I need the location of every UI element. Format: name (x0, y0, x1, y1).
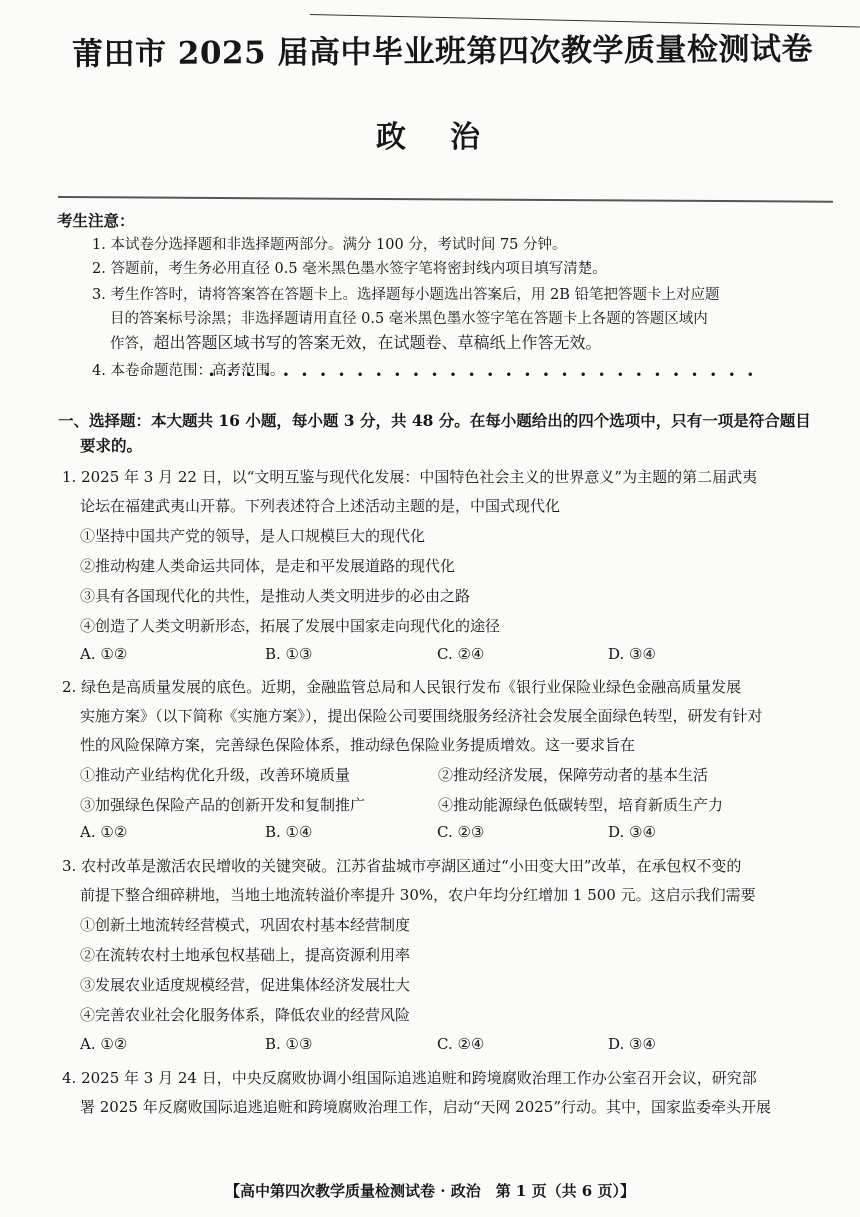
q4-stem-2: 署 2025 年反腐败国际追逃追赃和跨境腐败治理工作，启动“天网 2025”行动。其中，国家监委牵头开展 (80, 1098, 771, 1116)
q2-stem-3: 性的风险保障方案，完善绿色保险体系，推动绿色保险业务提质增效。这一要求旨在 (80, 736, 636, 754)
notice-item-2: 2. 答题前，考生务必用直径 0.5 毫米黑色墨水签字笔将密封线内项目填写清楚。 (92, 261, 607, 277)
notice-emphasis: 超出答题区域书写的答案无效，在试题卷、草稿纸上作答无效。 (153, 333, 602, 352)
q2-option-3: ③加强绿色保险产品的创新开发和复制推广 (80, 796, 366, 814)
q3-choice-b: B. ①③ (265, 1035, 313, 1053)
q3-stem-1: 3. 农村改革是激活农民增收的关键突破。江苏省盐城市亭湖区通过“小田变大田”改革，在承包权不变的 (62, 857, 742, 875)
q1-stem-1: 1. 2025 年 3 月 22 日，以“文明互鉴与现代化发展：中国特色社会主义的世界意义”为主题的第二届武夷 (62, 468, 758, 486)
q2-stem-1: 2. 绿色是高质量发展的底色。近期，金融监管总局和人民银行发布《银行业保险业绿色金融高质量发展 (62, 678, 742, 696)
exam-title: 莆田市 2025 届高中毕业班第四次教学质量检测试卷 (71, 31, 814, 73)
q3-option-2: ②在流转农村土地承包权基础上，提高资源利用率 (80, 946, 411, 964)
q2-stem-2: 实施方案》（以下简称《实施方案》），提出保险公司要围绕服务经济社会发展全面绿色转型，研发有针对 (80, 707, 763, 725)
q3-option-4: ④完善农业社会化服务体系，降低农业的经营风险 (80, 1006, 411, 1024)
notice-heading: 考生注意： (57, 211, 135, 230)
notice-item-1: 1. 本试卷分选择题和非选择题两部分。满分 100 分，考试时间 75 分钟。 (92, 237, 567, 253)
q2-option-2: ②推动经济发展，保障劳动者的基本生活 (438, 766, 709, 784)
section-heading-cont: 要求的。 (80, 436, 143, 455)
q1-choice-c: C. ②④ (437, 645, 485, 663)
q1-option-4: ④创造了人类文明新形态，拓展了发展中国家走向现代化的途径 (80, 617, 501, 635)
q2-choice-c: C. ②③ (437, 823, 485, 841)
q2-option-1: ①推动产业结构优化升级，改善环境质量 (80, 766, 351, 784)
q2-choice-a: A. ①② (80, 823, 128, 841)
q1-stem-2: 论坛在福建武夷山开幕。下列表述符合上述活动主题的是，中国式现代化 (80, 497, 561, 515)
q1-option-2: ②推动构建人类命运共同体，是走和平发展道路的现代化 (80, 557, 456, 575)
q3-option-3: ③发展农业适度规模经营，促进集体经济发展壮大 (80, 976, 411, 994)
q1-choice-a: A. ①② (80, 645, 128, 663)
subject-title: 政治 (376, 120, 524, 155)
section-heading: 一、选择题：本大题共 16 小题，每小题 3 分，共 48 分。在每小题给出的四个选项中，只有一项是符合题目 (58, 411, 811, 430)
q3-stem-2: 前提下整合细碎耕地，当地土地流转溢价率提升 30%，农户年均分红增加 1 500 元。这启示我们需要 (80, 886, 756, 904)
q4-stem-1: 4. 2025 年 3 月 24 日，中央反腐败协调小组国际追逃追赃和跨境腐败治理工作办公室召开会议，研究部 (62, 1069, 757, 1087)
q1-option-1: ①坚持中国共产党的领导，是人口规模巨大的现代化 (80, 527, 426, 545)
q3-choices (80, 1035, 780, 1057)
q1-choice-d: D. ③④ (608, 645, 656, 663)
q2-choice-d: D. ③④ (608, 823, 656, 841)
q1-option-3: ③具有各国现代化的共性，是推动人类文明进步的必由之路 (80, 587, 471, 605)
notice-item-3-end (110, 331, 602, 356)
notice-item-3: 3. 考生作答时，请将答案答在答题卡上。选择题每小题选出答案后，用 2B 铅笔把答题卡上对应题 (92, 287, 720, 303)
q3-choice-d: D. ③④ (608, 1035, 656, 1053)
q2-choice-b: B. ①④ (265, 823, 313, 841)
page-footer: 【高中第四次教学质量检测试卷 · 政治 第 1 页（共 6 页）】 (225, 1182, 635, 1200)
q2-option-4: ④推动能源绿色低碳转型，培育新质生产力 (438, 796, 724, 814)
q2-choices (80, 823, 780, 845)
notice-item-4: 4. 本卷命题范围：高考范围。 (92, 363, 285, 379)
notice-item-3-end-prefix: 作答， (110, 336, 154, 352)
q3-option-1: ①创新土地流转经营模式，巩固农村基本经营制度 (80, 916, 411, 934)
q3-choice-c: C. ②④ (437, 1035, 485, 1053)
emphasis-dots: •••••••••••••••••••••••••••••• (208, 368, 766, 382)
q3-choice-a: A. ①② (80, 1035, 128, 1053)
q1-choice-b: B. ①③ (265, 645, 313, 663)
notice-item-3-cont: 目的答案标号涂黑；非选择题请用直径 0.5 毫米黑色墨水签字笔在答题卡上各题的答题区域内 (110, 311, 708, 327)
q1-choices (80, 645, 780, 667)
header-divider (58, 196, 833, 203)
